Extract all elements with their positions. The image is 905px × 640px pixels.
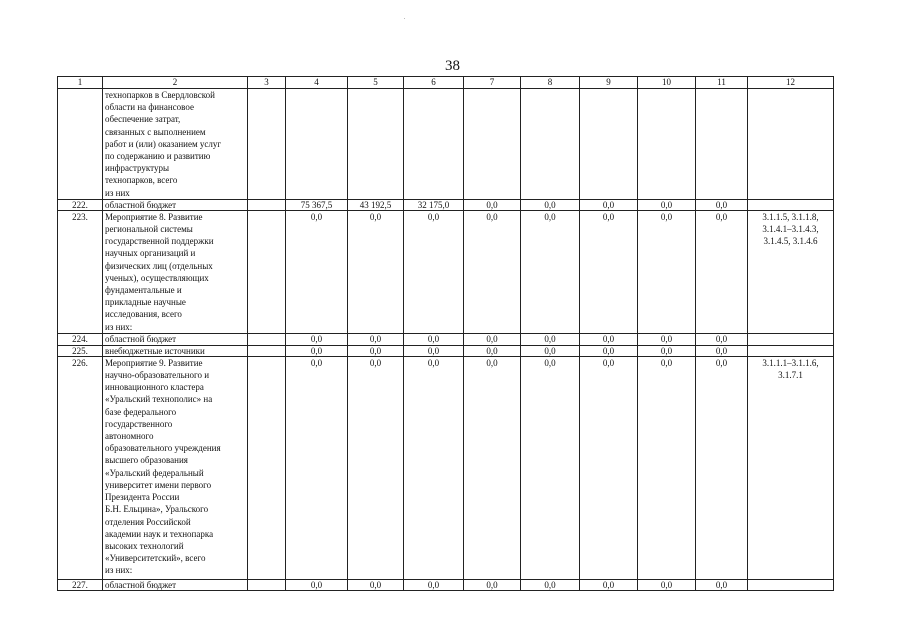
- table-row: [58, 356, 834, 579]
- row-number: 224.: [58, 333, 103, 345]
- cell-col6: 0,0: [404, 333, 464, 345]
- cell-col10: 0,0: [638, 199, 696, 210]
- cell-col7: [464, 89, 521, 200]
- cell-col6: 32 175,0: [404, 199, 464, 210]
- cell-col5: 0,0: [348, 210, 404, 333]
- cell-col9: 0,0: [580, 210, 638, 333]
- row-number: 226.: [58, 356, 103, 579]
- column-header: 3: [248, 77, 286, 89]
- table-row: [58, 199, 834, 210]
- cell-col8: 0,0: [521, 356, 580, 579]
- cell-col9: 0,0: [580, 579, 638, 590]
- cell-targets: 3.1.1.1–3.1.1.6, 3.1.7.1: [748, 356, 834, 579]
- row-number: [58, 89, 103, 200]
- cell-col5: [348, 89, 404, 200]
- column-header: 1: [58, 77, 103, 89]
- scan-speck: [404, 18, 405, 19]
- cell-col5: 43 192,5: [348, 199, 404, 210]
- cell-col11: 0,0: [696, 345, 748, 356]
- cell-col8: [521, 89, 580, 200]
- cell-col3: [248, 199, 286, 210]
- row-description: внебюджетные источники: [103, 345, 248, 356]
- column-header: 11: [696, 77, 748, 89]
- row-number: 222.: [58, 199, 103, 210]
- budget-table: [57, 76, 834, 591]
- row-description: Мероприятие 9. Развитие научно-образовательного и инновационного кластера «Уральский технополис» на базе федерального государственного автономного образовательного учреждения высшего образования «Уральский федеральный университет имени первого Президента России Б.Н. Ельцина», Уральского отделения Российской академии наук и технопарка высоких технологий «Университетский», всего из них:: [103, 356, 248, 579]
- table-row: [58, 579, 834, 590]
- row-description: областной бюджет: [103, 199, 248, 210]
- column-header: 12: [748, 77, 834, 89]
- cell-col11: [696, 89, 748, 200]
- cell-col3: [248, 89, 286, 200]
- cell-col4: 0,0: [286, 210, 348, 333]
- cell-col4: 0,0: [286, 333, 348, 345]
- cell-col9: [580, 89, 638, 200]
- cell-col3: [248, 345, 286, 356]
- cell-col10: 0,0: [638, 210, 696, 333]
- cell-col11: 0,0: [696, 356, 748, 579]
- cell-col5: 0,0: [348, 333, 404, 345]
- cell-col11: 0,0: [696, 333, 748, 345]
- cell-col4: 0,0: [286, 356, 348, 579]
- table-row: [58, 89, 834, 200]
- cell-col9: 0,0: [580, 356, 638, 579]
- column-header: 10: [638, 77, 696, 89]
- cell-targets: [748, 89, 834, 200]
- cell-col10: 0,0: [638, 333, 696, 345]
- cell-col3: [248, 210, 286, 333]
- row-description: технопарков в Свердловской области на финансовое обеспечение затрат, связанных с выполнением работ и (или) оказанием услуг по содержанию и развитию инфраструктуры технопарков, всего из них: [103, 89, 248, 200]
- cell-targets: [748, 333, 834, 345]
- cell-targets: [748, 579, 834, 590]
- cell-col10: 0,0: [638, 579, 696, 590]
- column-header: 8: [521, 77, 580, 89]
- cell-col5: 0,0: [348, 345, 404, 356]
- cell-col7: 0,0: [464, 356, 521, 579]
- cell-col3: [248, 356, 286, 579]
- column-header: 4: [286, 77, 348, 89]
- column-header: 6: [404, 77, 464, 89]
- table-row: [58, 333, 834, 345]
- row-description: областной бюджет: [103, 579, 248, 590]
- cell-col8: 0,0: [521, 333, 580, 345]
- cell-targets: 3.1.1.5, 3.1.1.8, 3.1.4.1–3.1.4.3, 3.1.4.5, 3.1.4.6: [748, 210, 834, 333]
- cell-col9: 0,0: [580, 345, 638, 356]
- cell-col5: 0,0: [348, 356, 404, 579]
- column-header: 9: [580, 77, 638, 89]
- page-number: 38: [445, 58, 460, 74]
- cell-col6: 0,0: [404, 356, 464, 579]
- cell-col8: 0,0: [521, 210, 580, 333]
- table-row: [58, 345, 834, 356]
- cell-targets: [748, 345, 834, 356]
- cell-col9: 0,0: [580, 199, 638, 210]
- cell-col7: 0,0: [464, 210, 521, 333]
- cell-col4: 0,0: [286, 345, 348, 356]
- column-header: 5: [348, 77, 404, 89]
- cell-col11: 0,0: [696, 210, 748, 333]
- cell-col4: 0,0: [286, 579, 348, 590]
- cell-col8: 0,0: [521, 579, 580, 590]
- cell-col5: 0,0: [348, 579, 404, 590]
- cell-col7: 0,0: [464, 199, 521, 210]
- cell-col11: 0,0: [696, 199, 748, 210]
- cell-col6: [404, 89, 464, 200]
- cell-col3: [248, 579, 286, 590]
- column-header: 2: [103, 77, 248, 89]
- row-description: областной бюджет: [103, 333, 248, 345]
- cell-col10: 0,0: [638, 345, 696, 356]
- column-header-row: [58, 77, 834, 89]
- cell-col7: 0,0: [464, 333, 521, 345]
- cell-col9: 0,0: [580, 333, 638, 345]
- cell-col8: 0,0: [521, 345, 580, 356]
- row-description: Мероприятие 8. Развитие региональной системы государственной поддержки научных организаций и физических лиц (отдельных ученых), осуществляющих фундаментальные и прикладные научные исследования, всего из них:: [103, 210, 248, 333]
- cell-col6: 0,0: [404, 210, 464, 333]
- cell-col10: [638, 89, 696, 200]
- row-number: 225.: [58, 345, 103, 356]
- cell-col6: 0,0: [404, 579, 464, 590]
- cell-col7: 0,0: [464, 579, 521, 590]
- cell-col4: 75 367,5: [286, 199, 348, 210]
- row-number: 227.: [58, 579, 103, 590]
- cell-col8: 0,0: [521, 199, 580, 210]
- cell-col11: 0,0: [696, 579, 748, 590]
- row-number: 223.: [58, 210, 103, 333]
- column-header: 7: [464, 77, 521, 89]
- table-row: [58, 210, 834, 333]
- cell-col3: [248, 333, 286, 345]
- cell-col10: 0,0: [638, 356, 696, 579]
- cell-col6: 0,0: [404, 345, 464, 356]
- cell-col4: [286, 89, 348, 200]
- cell-col7: 0,0: [464, 345, 521, 356]
- cell-targets: [748, 199, 834, 210]
